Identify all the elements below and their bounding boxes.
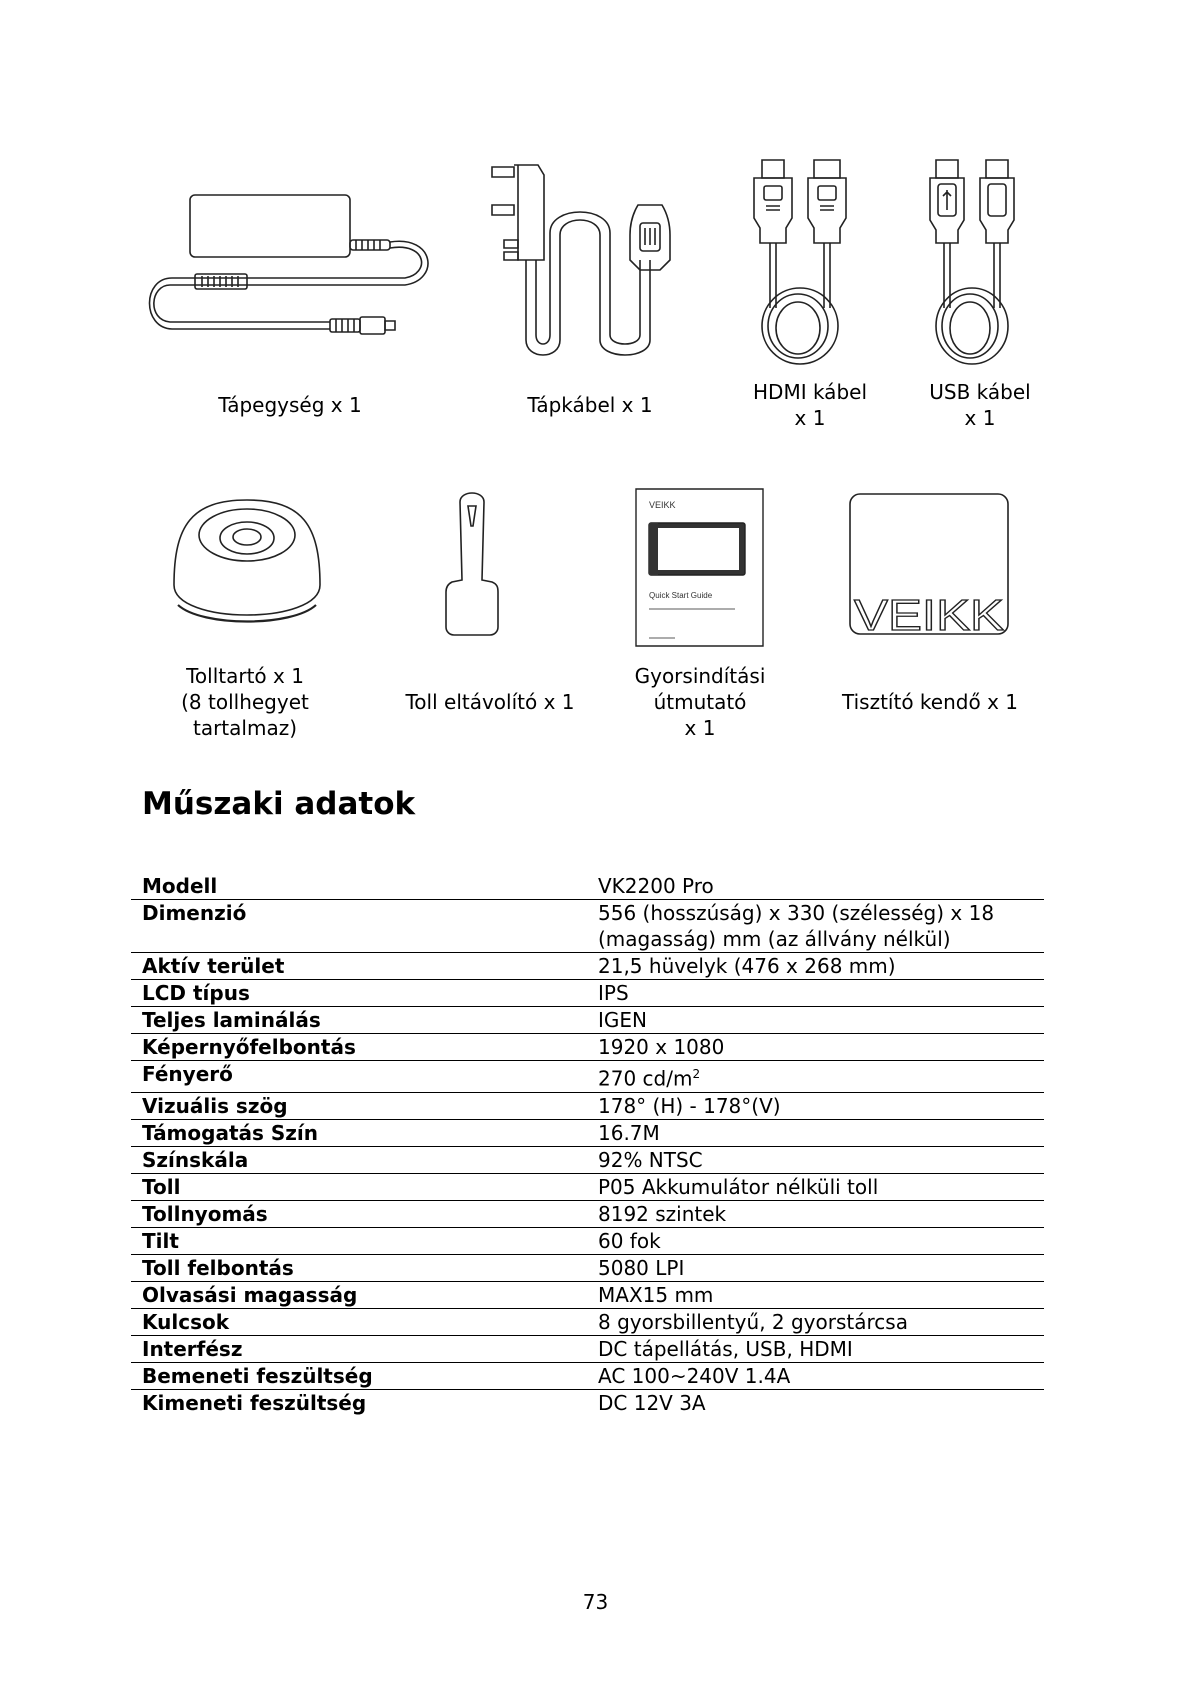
spec-value-text: 270 cd/m	[598, 1066, 693, 1091]
hdmi-cable-icon	[752, 158, 862, 368]
spec-key: Színskála	[142, 1147, 249, 1172]
spec-key: Aktív terület	[142, 954, 285, 978]
spec-value-text: AC 100~240V 1.4A	[598, 1363, 791, 1388]
spec-row	[131, 1119, 1044, 1146]
caption-hdmi-cable: HDMI kábel x 1	[753, 380, 867, 430]
spec-key: Toll	[142, 1174, 181, 1199]
spec-key: Toll felbontás	[142, 1255, 294, 1280]
spec-key: Bemeneti feszültség	[142, 1363, 373, 1388]
nib-remover-icon	[442, 492, 502, 637]
spec-row	[131, 1362, 1044, 1389]
spec-row	[131, 1173, 1044, 1200]
spec-key: LCD típus	[142, 981, 250, 1005]
spec-value	[587, 900, 1044, 953]
spec-row	[131, 980, 1044, 1007]
spec-value-text: IPS	[598, 981, 629, 1005]
spec-row	[131, 1092, 1044, 1119]
spec-value-text: DC tápellátás, USB, HDMI	[598, 1336, 853, 1361]
spec-key: Kimeneti feszültség	[142, 1390, 367, 1415]
spec-row	[131, 1061, 1044, 1093]
pen-holder-icon	[172, 495, 322, 635]
quick-guide-icon	[635, 488, 765, 648]
caption-pen-holder: Tolltartó x 1 (8 tollhegyet tartalmaz)	[181, 664, 309, 740]
spec-key: Interfész	[142, 1336, 243, 1361]
spec-row	[131, 953, 1044, 980]
spec-key: Dimenzió	[142, 901, 247, 925]
spec-key: Fényerő	[142, 1062, 233, 1086]
spec-key: Támogatás Szín	[142, 1120, 319, 1145]
spec-table	[131, 873, 1044, 1416]
spec-row	[131, 1389, 1044, 1416]
spec-row	[131, 1335, 1044, 1362]
cloth-logo: VEIKK	[854, 591, 1004, 640]
spec-row	[131, 1007, 1044, 1034]
caption-quick-guide: Gyorsindítási útmutató x 1	[634, 664, 766, 740]
spec-key: Olvasási magasság	[142, 1282, 358, 1307]
spec-key: Képernyőfelbontás	[142, 1035, 356, 1059]
spec-key: Tollnyomás	[142, 1201, 268, 1226]
caption-cleaning-cloth: Tisztító kendő x 1	[842, 690, 1018, 714]
spec-key: Tilt	[142, 1228, 179, 1253]
spec-value-text: 8 gyorsbillentyű, 2 gyorstárcsa	[598, 1309, 908, 1334]
spec-value	[587, 953, 1044, 980]
page-number: 73	[582, 1590, 609, 1614]
spec-value-text: 60 fok	[598, 1228, 661, 1253]
caption-usb-cable: USB kábel x 1	[929, 380, 1031, 430]
spec-value	[587, 1227, 1044, 1254]
spec-value-text: 556 (hosszúság) x 330 (szélesség) x 18 (magasság) mm (az állvány nélkül)	[598, 901, 995, 951]
spec-value-text: MAX15 mm	[598, 1282, 714, 1307]
spec-value-text: IGEN	[598, 1008, 647, 1032]
spec-row	[131, 1200, 1044, 1227]
spec-value	[587, 1254, 1044, 1281]
spec-row	[131, 1254, 1044, 1281]
spec-key: Kulcsok	[142, 1309, 230, 1334]
spec-key: Vizuális szög	[142, 1093, 288, 1118]
cleaning-cloth-icon	[848, 492, 1010, 640]
power-cable-icon	[490, 165, 690, 360]
spec-value	[587, 1119, 1044, 1146]
caption-power-cable: Tápkábel x 1	[527, 393, 653, 417]
spec-value	[587, 1034, 1044, 1061]
spec-value-text: 1920 x 1080	[598, 1035, 725, 1059]
spec-value	[587, 1200, 1044, 1227]
spec-value-text: 16.7M	[598, 1120, 660, 1145]
spec-value	[587, 1146, 1044, 1173]
spec-value-text: 8192 szintek	[598, 1201, 727, 1226]
spec-value	[587, 1173, 1044, 1200]
spec-value-text: P05 Akkumulátor nélküli toll	[598, 1174, 879, 1199]
spec-row	[131, 1034, 1044, 1061]
spec-value-text: DC 12V 3A	[598, 1390, 706, 1415]
spec-value	[587, 1281, 1044, 1308]
spec-row	[131, 1308, 1044, 1335]
spec-value-superscript: 2	[692, 1067, 701, 1081]
power-adapter-icon	[150, 190, 440, 340]
spec-key: Modell	[142, 874, 218, 898]
spec-value	[587, 980, 1044, 1007]
spec-value-text: VK2200 Pro	[598, 874, 714, 898]
spec-row	[131, 1227, 1044, 1254]
spec-value	[587, 873, 1044, 900]
spec-value	[587, 1308, 1044, 1335]
spec-key: Teljes laminálás	[142, 1008, 321, 1032]
spec-row	[131, 900, 1044, 953]
spec-value-text: 178° (H) - 178°(V)	[598, 1093, 781, 1118]
spec-title: Műszaki adatok	[142, 786, 416, 822]
spec-value	[587, 1007, 1044, 1034]
spec-value	[587, 1092, 1044, 1119]
spec-value-text: 21,5 hüvelyk (476 x 268 mm)	[598, 954, 896, 978]
spec-row	[131, 1281, 1044, 1308]
spec-row	[131, 873, 1044, 900]
spec-value	[587, 1335, 1044, 1362]
caption-power-adapter: Tápegység x 1	[218, 393, 362, 417]
guide-brand: VEIKK	[649, 500, 676, 510]
spec-row	[131, 1146, 1044, 1173]
usb-cable-icon	[928, 158, 1028, 368]
guide-title: Quick Start Guide	[649, 591, 713, 600]
spec-value	[587, 1061, 1044, 1093]
spec-value-text: 92% NTSC	[598, 1147, 703, 1172]
spec-value-text: 5080 LPI	[598, 1255, 685, 1280]
spec-value	[587, 1362, 1044, 1389]
spec-value	[587, 1389, 1044, 1416]
caption-nib-remover: Toll eltávolító x 1	[405, 690, 575, 714]
